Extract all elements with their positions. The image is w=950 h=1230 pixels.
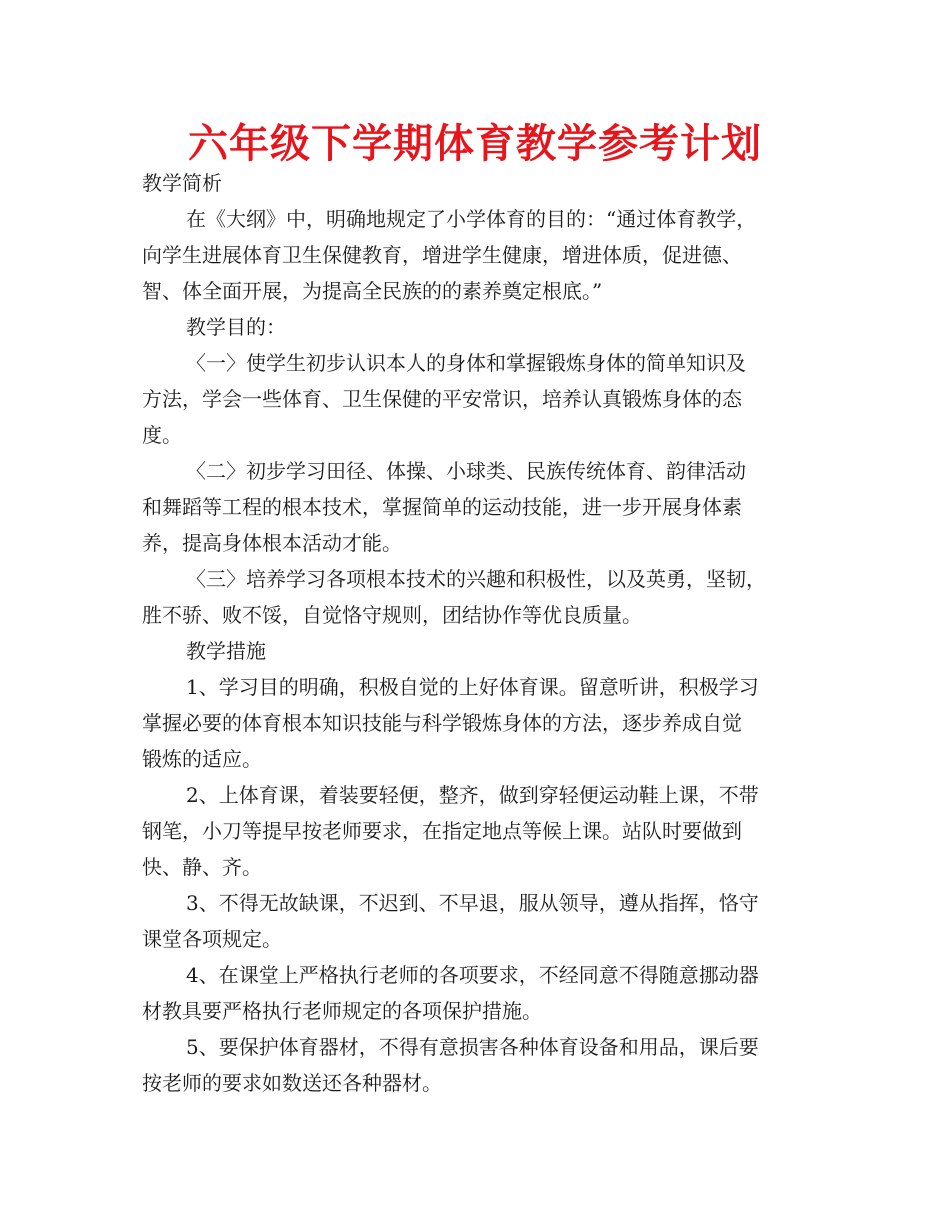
text-line: 和舞蹈等工程的根本技术，掌握简单的运动技能，进一步开展身体素 (142, 495, 742, 519)
text-line: 按老师的要求如数送还各种器材。 (142, 1071, 442, 1095)
text-line: 〈一〉使学生初步认识本人的身体和掌握锻炼身体的简单知识及 (186, 351, 746, 375)
text-line: 3、不得无故缺课，不迟到、不早退，服从领导，遵从指挥，恪守 (186, 891, 759, 915)
text-line: 快、静、齐。 (142, 855, 262, 879)
text-line: 材教具要严格执行老师规定的各项保护措施。 (142, 999, 542, 1023)
text-line: 钢笔，小刀等提早按老师要求，在指定地点等候上课。站队时要做到 (142, 819, 742, 843)
text-line: 胜不骄、败不馁，自觉恪守规则，团结协作等优良质量。 (142, 603, 642, 627)
text-line: 在《大纲》中，明确地规定了小学体育的目的：“通过体育教学， (186, 207, 757, 231)
text-line: 锻炼的适应。 (142, 747, 262, 771)
text-line: 5、要保护体育器材，不得有意损害各种体育设备和用品，课后要 (186, 1035, 759, 1059)
text-line: 智、体全面开展，为提高全民族的的素养奠定根底。” (142, 279, 603, 303)
document-body (142, 165, 812, 1101)
text-line: 课堂各项规定。 (142, 927, 282, 951)
text-line: 〈二〉初步学习田径、体操、小球类、民族传统体育、韵律活动 (186, 459, 746, 483)
text-line: 方法，学会一些体育、卫生保健的平安常识，培养认真锻炼身体的态 (142, 387, 742, 411)
text-line: 〈三〉培养学习各项根本技术的兴趣和积极性，以及英勇，坚韧， (186, 567, 766, 591)
text-line: 教学目的： (186, 315, 286, 339)
text-line: 度。 (142, 423, 182, 447)
text-line: 养，提高身体根本活动才能。 (142, 531, 402, 555)
page-title: 六年级下学期体育教学参考计划 (188, 121, 762, 167)
text-line: 教学简析 (142, 171, 222, 195)
text-line: 掌握必要的体育根本知识技能与科学锻炼身体的方法，逐步养成自觉 (142, 711, 742, 735)
text-line: 向学生进展体育卫生保健教育，增进学生健康，增进体质，促进德、 (142, 243, 742, 267)
text-line: 4、在课堂上严格执行老师的各项要求，不经同意不得随意挪动器 (186, 963, 759, 987)
text-line: 2、上体育课，着装要轻便，整齐，做到穿轻便运动鞋上课，不带 (186, 783, 759, 807)
text-line: 1、学习目的明确，积极自觉的上好体育课。留意听讲，积极学习 (186, 675, 759, 699)
text-line: 教学措施 (186, 639, 266, 663)
